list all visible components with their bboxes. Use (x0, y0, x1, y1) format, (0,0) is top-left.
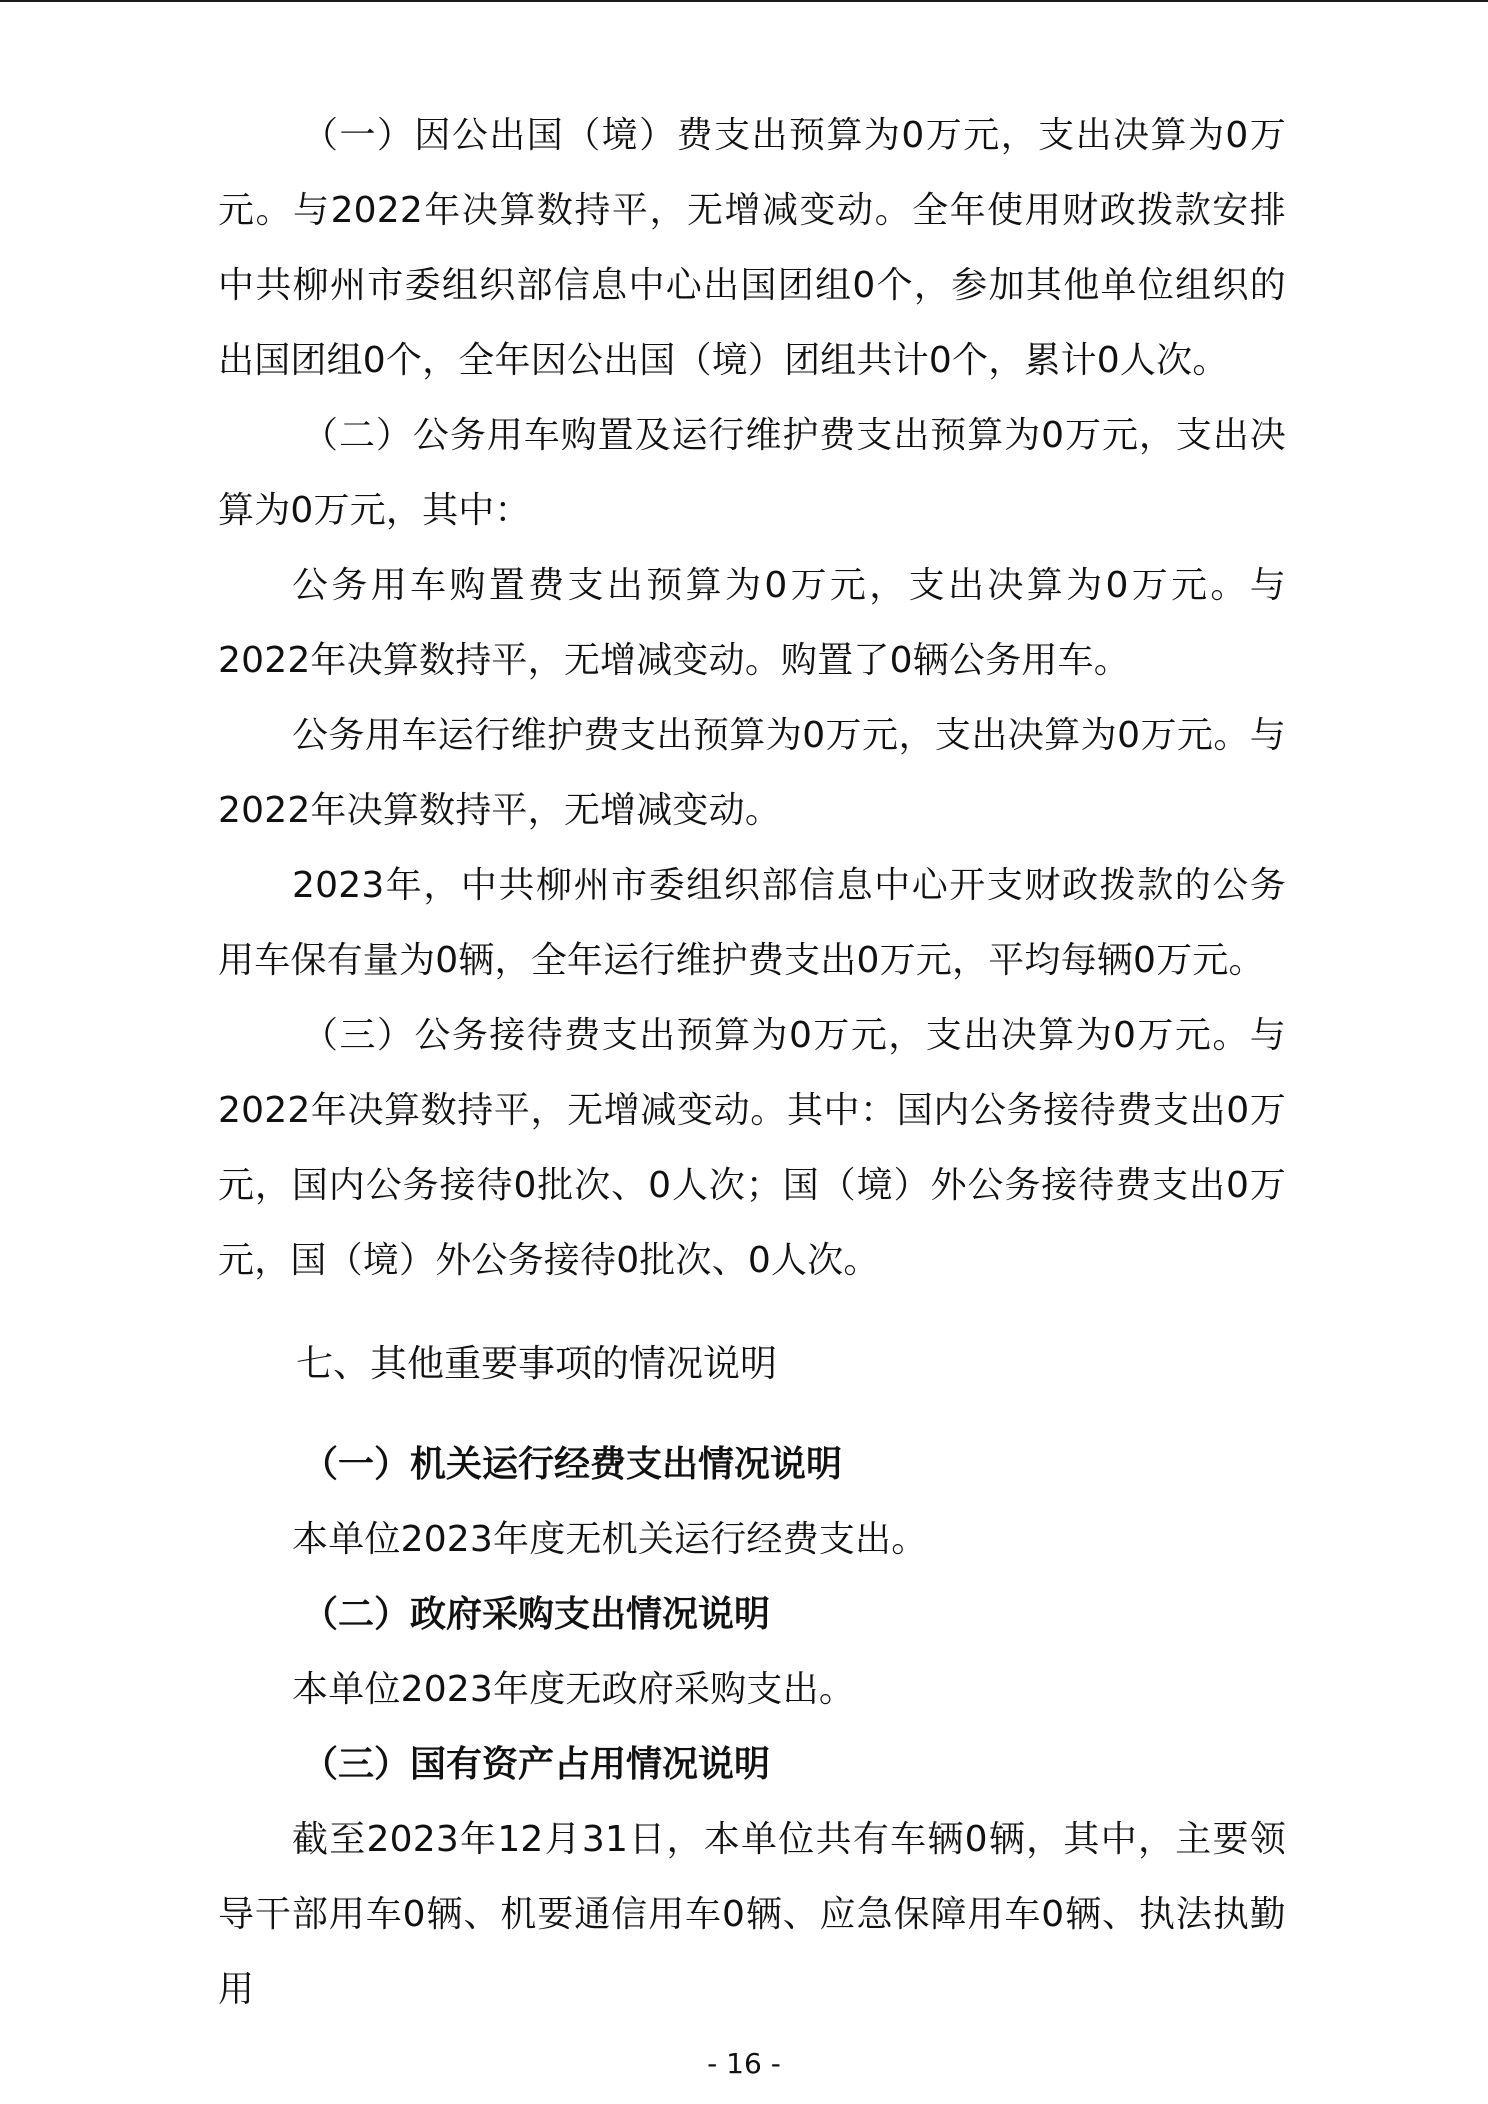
document-page (218, 98, 1286, 2027)
subsection-title-state-assets: （三）国有资产占用情况说明 (302, 1744, 771, 1785)
paragraph-vehicle-holdings: 2023年，中共柳州市委组织部信息中心开支财政拨款的公务用车保有量为0辆，全年运行维护费支出0万元，平均每辆0万元。 (218, 865, 1286, 981)
subsection-body-procurement: 本单位2023年度无政府采购支出。 (292, 1669, 856, 1710)
subsection-title-procurement: （二）政府采购支出情况说明 (302, 1594, 771, 1635)
subsection-title-operating-costs: （一）机关运行经费支出情况说明 (302, 1444, 843, 1485)
subsection-body-operating-costs: 本单位2023年度无机关运行经费支出。 (292, 1519, 928, 1560)
page-number: - 16 - (707, 2047, 781, 2080)
paragraph-reception: （三）公务接待费支出预算为0万元，支出决算为0万元。与2022年决算数持平，无增减变动。其中：国内公务接待费支出0万元，国内公务接待0批次、0人次；国（境）外公务接待费支出0万元，国（境）外公务接待0批次、0人次。 (218, 1015, 1286, 1281)
section-title: 七、其他重要事项的情况说明 (296, 1342, 777, 1385)
top-border-line (0, 0, 1488, 2)
paragraph-vehicle-purchase: 公务用车购置费支出预算为0万元，支出决算为0万元。与2022年决算数持平，无增减变动。购置了0辆公务用车。 (218, 565, 1286, 681)
paragraph-vehicle-summary: （二）公务用车购置及运行维护费支出预算为0万元，支出决算为0万元，其中： (218, 415, 1286, 531)
paragraph-vehicle-maintenance: 公务用车运行维护费支出预算为0万元，支出决算为0万元。与2022年决算数持平，无增减变动。 (218, 715, 1286, 831)
paragraph-overseas-travel: （一）因公出国（境）费支出预算为0万元，支出决算为0万元。与2022年决算数持平，无增减变动。全年使用财政拨款安排中共柳州市委组织部信息中心出国团组0个，参加其他单位组织的出国团组0个，全年因公出国（境）团组共计0个，累计0人次。 (218, 115, 1286, 381)
subsection-body-state-assets: 截至2023年12月31日，本单位共有车辆0辆，其中，主要领导干部用车0辆、机要通信用车0辆、应急保障用车0辆、执法执勤用 (218, 1819, 1286, 2010)
